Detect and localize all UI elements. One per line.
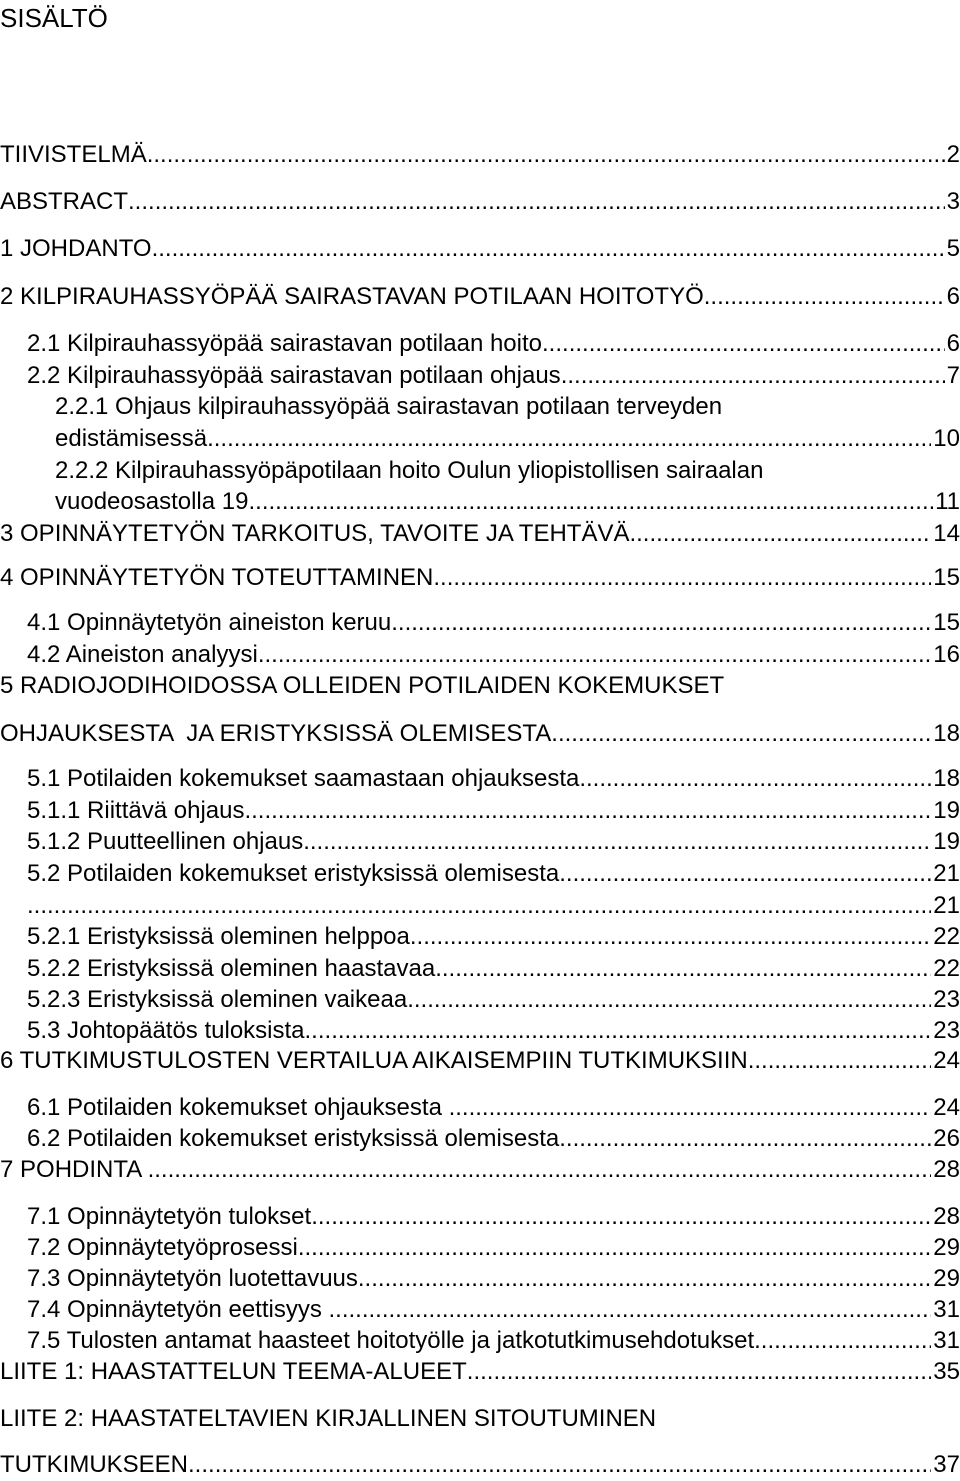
leader-dots	[754, 1325, 931, 1357]
toc-entry-title: 4.2 Aineiston analyysi	[27, 641, 258, 668]
toc-page-number: 31	[933, 1296, 960, 1323]
toc-entry-chapter-6[interactable]	[0, 1045, 960, 1077]
toc-entry-title: 6.2 Potilaiden kokemukset eristyksissä olemisesta	[27, 1125, 560, 1152]
toc-entry-title: 2 KILPIRAUHASSYÖPÄÄ SAIRASTAVAN POTILAAN HOITOTYÖ	[0, 283, 704, 310]
toc-entry-liite-1[interactable]	[0, 1356, 960, 1388]
toc-entry-title: TUTKIMUKSEEN	[0, 1451, 189, 1478]
toc-page-number: 22	[933, 955, 960, 982]
toc-page-number: 2	[946, 141, 960, 168]
leader-dots	[551, 718, 931, 750]
leader-dots	[147, 139, 945, 171]
toc-entry-johdanto[interactable]	[0, 233, 960, 265]
toc-entry-7-1[interactable]	[27, 1201, 960, 1233]
leader-dots	[579, 763, 931, 795]
toc-entry-2-2-2[interactable]	[55, 486, 960, 518]
toc-page-number: 19	[933, 797, 960, 824]
toc-page-number: 15	[933, 564, 960, 591]
toc-page-number: 29	[933, 1265, 960, 1292]
toc-entry-title: 5.2.3 Eristyksissä oleminen vaikeaa	[27, 986, 408, 1013]
toc-entry-title: 5.1.1 Riittävä ohjaus	[27, 797, 245, 824]
toc-page-number: 21	[933, 860, 960, 887]
toc-page-number: 28	[933, 1156, 960, 1183]
toc-entry-title: LIITE 1: HAASTATTELUN TEEMA-ALUEET	[0, 1358, 467, 1385]
toc-page-number: 22	[933, 923, 960, 950]
toc-entry-title: 6 TUTKIMUSTULOSTEN VERTAILUA AIKAISEMPIIN TUTKIMUKSIIN	[0, 1047, 748, 1074]
leader-dots	[410, 921, 931, 953]
toc-entry-title: TIIVISTELMÄ	[0, 141, 147, 168]
leader-dots	[407, 984, 931, 1016]
toc-entry-2-2[interactable]	[27, 360, 960, 392]
leader-dots	[449, 1092, 932, 1124]
leader-dots	[561, 360, 945, 392]
toc-entry-title: edistämisessä	[55, 425, 208, 452]
toc-entry-title: 4 OPINNÄYTETYÖN TOTEUTTAMINEN	[0, 564, 434, 591]
leader-dots	[152, 233, 945, 265]
toc-page-number: 10	[933, 425, 960, 452]
toc-entry-liite-2-line1[interactable]	[0, 1403, 960, 1435]
leader-dots	[305, 1015, 932, 1047]
leader-dots	[329, 1294, 932, 1326]
toc-page-number: 23	[933, 986, 960, 1013]
leader-dots	[559, 1123, 931, 1155]
leader-dots	[542, 328, 945, 360]
toc-entry-title: 2.2.1 Ohjaus kilpirauhassyöpää sairastavan potilaan terveyden	[55, 393, 723, 420]
leader-dots	[358, 1263, 931, 1295]
leader-dots	[207, 423, 931, 455]
toc-entry-title: vuodeosastolla 19	[55, 488, 249, 515]
toc-entry-title: 7.5 Tulosten antamat haasteet hoitotyölle ja jatkotutkimusehdotukset	[27, 1327, 755, 1354]
toc-page-number: 21	[933, 892, 960, 919]
toc-entry-title: 5.2.1 Eristyksissä oleminen helppoa	[27, 923, 410, 950]
toc-entry-title: 2.2.2 Kilpirauhassyöpäpotilaan hoito Oulun yliopistollisen sairaalan	[55, 457, 764, 484]
toc-entry-7-4[interactable]	[27, 1294, 960, 1326]
toc-page-number: 14	[933, 520, 960, 547]
leader-dots	[128, 186, 945, 218]
toc-page-number: 18	[933, 765, 960, 792]
leader-dots	[27, 890, 931, 922]
toc-entry-title: 6.1 Potilaiden kokemukset ohjauksesta	[27, 1094, 449, 1121]
toc-page-number: 15	[933, 609, 960, 636]
toc-page-number: 7	[946, 362, 960, 389]
toc-entry-tiivistelma[interactable]	[0, 139, 960, 171]
leader-dots	[435, 953, 931, 985]
toc-entry-title: 5.3 Johtopäätös tuloksista	[27, 1017, 305, 1044]
toc-page-number: 18	[933, 720, 960, 747]
toc-page-number: 5	[946, 235, 960, 262]
toc-entry-6-1[interactable]	[27, 1092, 960, 1124]
page-title: SISÄLTÖ	[0, 3, 108, 33]
toc-page-number: 6	[946, 283, 960, 310]
toc-page-number: 19	[933, 828, 960, 855]
toc-entry-chapter-3[interactable]	[0, 518, 960, 550]
toc-entry-title: 5.2 Potilaiden kokemukset eristyksissä olemisesta	[27, 860, 560, 887]
toc-entry-title: 7.3 Opinnäytetyön luotettavuus	[27, 1265, 358, 1292]
toc-entry-title: LIITE 2: HAASTATELTAVIEN KIRJALLINEN SITOUTUMINEN	[0, 1405, 657, 1432]
toc-entry-title: 7.2 Opinnäytetyöprosessi	[27, 1234, 298, 1261]
toc-entry-title: 3 OPINNÄYTETYÖN TARKOITUS, TAVOITE JA TEHTÄVÄ	[0, 520, 630, 547]
toc-entry-5-1-2[interactable]	[27, 826, 960, 858]
leader-dots	[748, 1045, 932, 1077]
toc-entry-title: 5.1.2 Puutteellinen ohjaus	[27, 828, 304, 855]
toc-entry-7-3[interactable]	[27, 1263, 960, 1295]
leader-dots	[188, 1449, 931, 1481]
toc-entry-liite-2[interactable]	[0, 1449, 960, 1481]
toc-page-number: 6	[946, 330, 960, 357]
toc-entry-chapter-5[interactable]	[0, 718, 960, 750]
toc-page-number: 16	[933, 641, 960, 668]
toc-entry-title: ABSTRACT	[0, 188, 129, 215]
toc-entry-7-5[interactable]	[27, 1325, 960, 1357]
toc-entry-chapter-2[interactable]	[0, 281, 960, 313]
leader-dots	[248, 486, 933, 518]
leader-dots	[391, 607, 931, 639]
toc-entry-2-2-1[interactable]	[55, 423, 960, 455]
toc-entry-5-1-1[interactable]	[27, 795, 960, 827]
toc-entry-5-2-2[interactable]	[27, 953, 960, 985]
leader-dots	[433, 562, 931, 594]
toc-page-number: 37	[933, 1451, 960, 1478]
toc-entry-2-1[interactable]	[27, 328, 960, 360]
leader-dots	[467, 1356, 932, 1388]
toc-entry-title: 5.1 Potilaiden kokemukset saamastaan ohjauksesta	[27, 765, 580, 792]
toc-page-number: 11	[935, 488, 960, 515]
toc-entry-title: 1 JOHDANTO	[0, 235, 152, 262]
toc-entry-5-2[interactable]	[27, 858, 960, 890]
leader-dots	[303, 826, 931, 858]
toc-entry-5-3[interactable]	[27, 1015, 960, 1047]
toc-entry-title: 7 POHDINTA	[0, 1156, 148, 1183]
leader-dots	[148, 1154, 932, 1186]
toc-entry-chapter-5-line1[interactable]	[0, 670, 960, 702]
toc-entry-4-2[interactable]	[27, 639, 960, 671]
toc-entry-chapter-7[interactable]	[0, 1154, 960, 1186]
toc-entry-title: 2.1 Kilpirauhassyöpää sairastavan potilaan hoito	[27, 330, 543, 357]
toc-entry-6-2[interactable]	[27, 1123, 960, 1155]
leader-dots	[258, 639, 931, 671]
toc-entry-empty[interactable]	[27, 890, 960, 922]
toc-entry-title: 4.1 Opinnäytetyön aineiston keruu	[27, 609, 392, 636]
toc-entry-5-1[interactable]	[27, 763, 960, 795]
toc-entry-2-2-1-line1[interactable]	[55, 391, 960, 423]
toc-page-number: 3	[946, 188, 960, 215]
toc-page-number: 29	[933, 1234, 960, 1261]
toc-page-number: 28	[933, 1203, 960, 1230]
toc-entry-chapter-4[interactable]	[0, 562, 960, 594]
toc-page-number: 26	[933, 1125, 960, 1152]
toc-entry-4-1[interactable]	[27, 607, 960, 639]
toc-entry-title: 2.2 Kilpirauhassyöpää sairastavan potilaan ohjaus	[27, 362, 561, 389]
toc-entry-title: OHJAUKSESTA JA ERISTYKSISSÄ OLEMISESTA	[0, 720, 552, 747]
toc-entry-5-2-3[interactable]	[27, 984, 960, 1016]
toc-page-number: 24	[933, 1094, 960, 1121]
toc-page-number: 23	[933, 1017, 960, 1044]
toc-entry-abstract[interactable]	[0, 186, 960, 218]
leader-dots	[559, 858, 931, 890]
toc-page-number: 35	[933, 1358, 960, 1385]
toc-entry-title: 5.2.2 Eristyksissä oleminen haastavaa	[27, 955, 436, 982]
leader-dots	[629, 518, 931, 550]
toc-entry-title: 7.1 Opinnäytetyön tulokset	[27, 1203, 312, 1230]
leader-dots	[311, 1201, 931, 1233]
leader-dots	[244, 795, 931, 827]
toc-entry-7-2[interactable]	[27, 1232, 960, 1264]
toc-entry-5-2-1[interactable]	[27, 921, 960, 953]
toc-entry-title: 7.4 Opinnäytetyön eettisyys	[27, 1296, 329, 1323]
leader-dots	[298, 1232, 931, 1264]
toc-page-number: 24	[933, 1047, 960, 1074]
leader-dots	[704, 281, 945, 313]
toc-page-number: 31	[933, 1327, 960, 1354]
toc-entry-2-2-2-line1[interactable]	[55, 455, 960, 487]
toc-entry-title: 5 RADIOJODIHOIDOSSA OLLEIDEN POTILAIDEN KOKEMUKSET	[0, 672, 725, 699]
